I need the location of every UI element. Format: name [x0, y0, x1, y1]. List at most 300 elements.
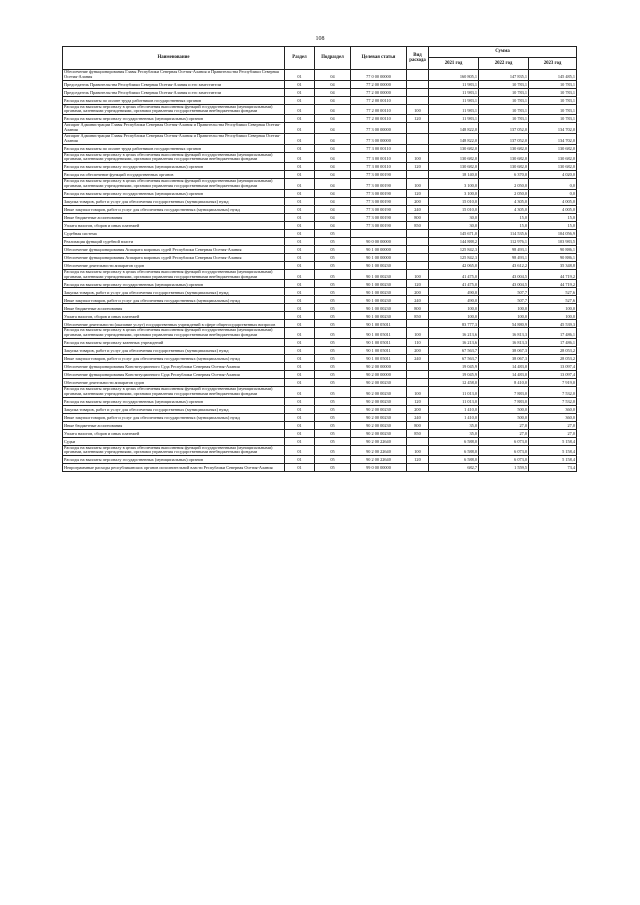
header-year-2022: 2022 год — [479, 58, 529, 70]
row-expense-type: 240 — [407, 205, 429, 213]
table-row — [63, 296, 577, 304]
row-expense-type: 120 — [407, 163, 429, 171]
row-subsection: 05 — [315, 339, 351, 347]
row-sum-2023: 360,0 — [529, 413, 577, 421]
row-section: 01 — [285, 296, 315, 304]
row-name: Обеспечение деятельности аппаратов судов — [63, 261, 285, 269]
row-sum-2023: 134 702,0 — [529, 123, 577, 134]
row-sum-2021: 11 983,1 — [429, 96, 479, 104]
row-target: 77 3 00 00110 — [351, 144, 407, 152]
row-sum-2022: 54 880,9 — [479, 320, 529, 328]
row-sum-2021: 19 045,9 — [429, 363, 479, 371]
row-subsection: 05 — [315, 355, 351, 363]
row-expense-type — [407, 320, 429, 328]
row-section: 01 — [285, 221, 315, 229]
row-target: 90 1 00 00000 — [351, 245, 407, 253]
row-sum-2023: 100,0 — [529, 304, 577, 312]
row-subsection: 05 — [315, 312, 351, 320]
row-name: Обеспечение деятельности аппаратов судов — [63, 379, 285, 387]
row-expense-type: 240 — [407, 296, 429, 304]
row-sum-2021: 42 065,0 — [429, 261, 479, 269]
table-row — [63, 280, 577, 288]
row-name: Расходы на выплаты персоналу государственных (муниципальных) органов — [63, 456, 285, 464]
row-target: 90 1 00 00230 — [351, 296, 407, 304]
table-row — [63, 133, 577, 144]
row-sum-2021: 15 010,0 — [429, 205, 479, 213]
row-subsection: 05 — [315, 464, 351, 472]
row-expense-type: 200 — [407, 197, 429, 205]
row-sum-2022: 137 052,0 — [479, 123, 529, 134]
row-sum-2022: 2 050,0 — [479, 189, 529, 197]
row-sum-2023: 7 532,0 — [529, 397, 577, 405]
row-sum-2023: 28 053,2 — [529, 355, 577, 363]
row-sum-2022: 130 682,0 — [479, 144, 529, 152]
row-name: Иные бюджетные ассигнования — [63, 421, 285, 429]
row-expense-type: 850 — [407, 429, 429, 437]
row-subsection: 04 — [315, 163, 351, 171]
row-sum-2022: 14 483,0 — [479, 363, 529, 371]
row-sum-2022: 15,0 — [479, 213, 529, 221]
row-sum-2023: 10 783,1 — [529, 96, 577, 104]
table-row — [63, 312, 577, 320]
row-section: 01 — [285, 445, 315, 456]
table-row — [63, 269, 577, 280]
table-row — [63, 171, 577, 179]
row-expense-type — [407, 171, 429, 179]
row-subsection: 05 — [315, 304, 351, 312]
row-section: 01 — [285, 152, 315, 163]
row-section: 01 — [285, 328, 315, 339]
row-sum-2022: 43 004,5 — [479, 280, 529, 288]
row-expense-type: 120 — [407, 280, 429, 288]
row-section: 01 — [285, 253, 315, 261]
table-row — [63, 253, 577, 261]
row-subsection: 05 — [315, 229, 351, 237]
row-sum-2023: 7 532,0 — [529, 387, 577, 398]
row-expense-type — [407, 363, 429, 371]
row-expense-type: 120 — [407, 189, 429, 197]
row-section: 01 — [285, 363, 315, 371]
row-section: 01 — [285, 269, 315, 280]
table-row — [63, 229, 577, 237]
row-name: Расходы на выплаты персоналу в целях обеспечения выполнения функций государственными (муниципальными) органами, казенными учреждениями, органами управления государственными внебюджетными фондами — [63, 152, 285, 163]
row-expense-type — [407, 437, 429, 445]
row-expense-type: 240 — [407, 355, 429, 363]
header-section: Раздел — [285, 47, 315, 70]
table-row — [63, 123, 577, 134]
row-expense-type — [407, 261, 429, 269]
row-sum-2022: 16 813,3 — [479, 339, 529, 347]
row-sum-2022: 6 073,0 — [479, 437, 529, 445]
table-row — [63, 179, 577, 190]
row-subsection: 05 — [315, 397, 351, 405]
row-name: Закупка товаров, работ и услуг для обеспечения государственных (муниципальных) нужд — [63, 347, 285, 355]
row-section: 01 — [285, 421, 315, 429]
row-section: 01 — [285, 197, 315, 205]
row-target: 77 2 00 00110 — [351, 104, 407, 115]
row-sum-2021: 11 013,0 — [429, 397, 479, 405]
row-subsection: 05 — [315, 405, 351, 413]
row-section: 01 — [285, 320, 315, 328]
row-sum-2023: 4 020,0 — [529, 171, 577, 179]
row-subsection: 04 — [315, 70, 351, 81]
row-sum-2021: 145 671,0 — [429, 229, 479, 237]
row-sum-2021: 67 563,7 — [429, 347, 479, 355]
row-subsection: 05 — [315, 347, 351, 355]
row-sum-2023: 17 486,1 — [529, 328, 577, 339]
table-row — [63, 421, 577, 429]
row-name: Расходы на обеспечение функций государственных органов — [63, 171, 285, 179]
table-row — [63, 304, 577, 312]
row-target: 90 0 00 00000 — [351, 237, 407, 245]
table-row — [63, 237, 577, 245]
table-row — [63, 363, 577, 371]
row-sum-2021: 16 213,6 — [429, 328, 479, 339]
row-sum-2021: 41 475,0 — [429, 280, 479, 288]
row-name: Обеспечение функционирования Конституционного Суда Республики Северная Осетия-Алания — [63, 363, 285, 371]
row-subsection: 05 — [315, 387, 351, 398]
row-sum-2023: 10 783,1 — [529, 88, 577, 96]
row-subsection: 05 — [315, 261, 351, 269]
row-name: Председатель Правительства Республики Северная Осетия-Алания и его заместители — [63, 88, 285, 96]
row-name: Иные бюджетные ассигнования — [63, 213, 285, 221]
row-sum-2021: 41 475,0 — [429, 269, 479, 280]
row-sum-2021: 30,0 — [429, 213, 479, 221]
row-expense-type: 850 — [407, 221, 429, 229]
row-target: 90 2 00 22640 — [351, 456, 407, 464]
row-expense-type: 800 — [407, 421, 429, 429]
row-section: 01 — [285, 464, 315, 472]
row-sum-2023: 5 158,4 — [529, 437, 577, 445]
row-sum-2023: 0,0 — [529, 179, 577, 190]
row-subsection: 04 — [315, 179, 351, 190]
row-name: Расходы на выплаты по оплате труда работников государственных органов — [63, 144, 285, 152]
row-name: Судьи — [63, 437, 285, 445]
row-sum-2021: 11 013,0 — [429, 387, 479, 398]
row-target: 90 2 00 22640 — [351, 445, 407, 456]
row-sum-2021: 35,0 — [429, 421, 479, 429]
row-section: 01 — [285, 96, 315, 104]
table-row — [63, 397, 577, 405]
table-row — [63, 320, 577, 328]
row-sum-2021: 6 588,0 — [429, 456, 479, 464]
row-section: 01 — [285, 123, 315, 134]
row-sum-2021: 11 983,1 — [429, 104, 479, 115]
row-name: Расходы на выплаты персоналу в целях обеспечения выполнения функций государственными (муниципальными) органами, казенными учреждениями, органами управления государственными внебюджетными фондами — [63, 387, 285, 398]
row-sum-2021: 125 842,3 — [429, 253, 479, 261]
row-target: 90 1 00 00230 — [351, 304, 407, 312]
row-subsection: 04 — [315, 152, 351, 163]
row-name: Расходы на выплаты персоналу в целях обеспечения выполнения функций государственными (муниципальными) органами, казенными учреждениями, органами управления государственными внебюджетными фондами — [63, 328, 285, 339]
row-target: 77 3 00 00190 — [351, 213, 407, 221]
row-subsection: 05 — [315, 237, 351, 245]
table-row — [63, 245, 577, 253]
row-sum-2022: 8 410,0 — [479, 379, 529, 387]
row-sum-2021: 19 045,9 — [429, 371, 479, 379]
row-section: 01 — [285, 171, 315, 179]
row-name: Закупка товаров, работ и услуг для обеспечения государственных (муниципальных) нужд — [63, 197, 285, 205]
row-section: 01 — [285, 88, 315, 96]
row-section: 01 — [285, 355, 315, 363]
row-expense-type — [407, 133, 429, 144]
row-sum-2023: 103 983,5 — [529, 237, 577, 245]
row-expense-type — [407, 371, 429, 379]
row-sum-2022: 6 073,0 — [479, 445, 529, 456]
row-name: Расходы на выплаты персоналу государственных (муниципальных) органов — [63, 397, 285, 405]
row-subsection: 04 — [315, 96, 351, 104]
row-subsection: 04 — [315, 221, 351, 229]
row-section: 01 — [285, 379, 315, 387]
row-target: 90 1 00 00230 — [351, 269, 407, 280]
row-sum-2022: 112 976,1 — [479, 237, 529, 245]
row-target: 90 1 00 00230 — [351, 312, 407, 320]
row-target: 77 3 00 00000 — [351, 123, 407, 134]
row-expense-type — [407, 144, 429, 152]
row-sum-2022: 114 535,6 — [479, 229, 529, 237]
row-sum-2022: 4 305,0 — [479, 197, 529, 205]
row-subsection: 05 — [315, 363, 351, 371]
row-subsection: 05 — [315, 253, 351, 261]
row-expense-type — [407, 253, 429, 261]
row-section: 01 — [285, 213, 315, 221]
table-row — [63, 371, 577, 379]
row-expense-type: 200 — [407, 405, 429, 413]
row-name: Иные закупки товаров, работ и услуг для обеспечения государственных (муниципальных) нужд — [63, 205, 285, 213]
row-section: 01 — [285, 163, 315, 171]
table-row — [63, 205, 577, 213]
row-subsection: 05 — [315, 445, 351, 456]
row-sum-2023: 44 719,2 — [529, 269, 577, 280]
row-target: 90 1 00 05011 — [351, 328, 407, 339]
row-section: 01 — [285, 405, 315, 413]
table-row — [63, 152, 577, 163]
row-subsection: 05 — [315, 371, 351, 379]
row-sum-2023: 5 158,4 — [529, 456, 577, 464]
table-row — [63, 197, 577, 205]
row-expense-type: 100 — [407, 445, 429, 456]
row-section: 01 — [285, 312, 315, 320]
row-target: 90 1 00 00230 — [351, 261, 407, 269]
header-target: Целевая статья — [351, 47, 407, 70]
row-section: 01 — [285, 237, 315, 245]
row-section: 01 — [285, 437, 315, 445]
row-expense-type: 100 — [407, 269, 429, 280]
row-section: 01 — [285, 104, 315, 115]
row-section: 01 — [285, 261, 315, 269]
row-subsection: 04 — [315, 197, 351, 205]
table-body — [63, 70, 577, 472]
row-subsection: 04 — [315, 144, 351, 152]
row-name: Аппарат Администрации Главы Республики Северная Осетия-Алания и Правительства Республики Северная Осетия-Алания — [63, 123, 285, 134]
row-sum-2023: 145 485,1 — [529, 70, 577, 81]
row-sum-2022: 130 682,0 — [479, 152, 529, 163]
row-target: 90 2 00 00000 — [351, 371, 407, 379]
row-sum-2021: 125 842,3 — [429, 245, 479, 253]
row-sum-2021: 11 983,1 — [429, 115, 479, 123]
row-sum-2021: 3 100,0 — [429, 189, 479, 197]
row-target: 90 2 00 00000 — [351, 363, 407, 371]
row-sum-2023: 15,0 — [529, 221, 577, 229]
row-sum-2021: 148 822,0 — [429, 123, 479, 134]
row-subsection: 05 — [315, 245, 351, 253]
row-subsection: 05 — [315, 437, 351, 445]
row-sum-2021: 130 682,0 — [429, 152, 479, 163]
row-section: 01 — [285, 288, 315, 296]
row-sum-2021: 130 682,0 — [429, 163, 479, 171]
row-name: Судебная система — [63, 229, 285, 237]
row-subsection: 04 — [315, 88, 351, 96]
row-subsection: 04 — [315, 115, 351, 123]
header-subsection: Подраздел — [315, 47, 351, 70]
row-section: 01 — [285, 304, 315, 312]
table-row — [63, 115, 577, 123]
row-sum-2023: 28 053,2 — [529, 347, 577, 355]
row-sum-2021: 83 777,3 — [429, 320, 479, 328]
table-row — [63, 221, 577, 229]
row-sum-2022: 6 073,0 — [479, 456, 529, 464]
row-expense-type: 240 — [407, 413, 429, 421]
row-section: 01 — [285, 80, 315, 88]
row-sum-2022: 130 682,0 — [479, 163, 529, 171]
row-target: 90 1 00 00230 — [351, 288, 407, 296]
row-sum-2023: 13 097,4 — [529, 363, 577, 371]
row-section: 01 — [285, 229, 315, 237]
row-sum-2021: 100,0 — [429, 312, 479, 320]
row-target: 77 3 00 00110 — [351, 152, 407, 163]
page-number: 108 — [315, 36, 325, 42]
row-name: Закупка товаров, работ и услуг для обеспечения государственных (муниципальных) нужд — [63, 288, 285, 296]
row-sum-2021: 11 983,1 — [429, 80, 479, 88]
row-name: Закупка товаров, работ и услуг для обеспечения государственных (муниципальных) нужд — [63, 405, 285, 413]
row-sum-2022: 27,0 — [479, 429, 529, 437]
row-expense-type: 100 — [407, 104, 429, 115]
row-sum-2022: 10 783,1 — [479, 88, 529, 96]
row-name: Иные закупки товаров, работ и услуг для обеспечения государственных (муниципальных) нужд — [63, 296, 285, 304]
row-section: 01 — [285, 245, 315, 253]
row-expense-type: 200 — [407, 347, 429, 355]
row-subsection: 05 — [315, 413, 351, 421]
row-subsection: 05 — [315, 269, 351, 280]
row-sum-2023: 10 783,1 — [529, 115, 577, 123]
row-sum-2023: 100,0 — [529, 312, 577, 320]
row-name: Уплата налогов, сборов и иных платежей — [63, 312, 285, 320]
row-sum-2023: 134 702,0 — [529, 133, 577, 144]
budget-table — [62, 46, 577, 472]
row-section: 01 — [285, 456, 315, 464]
row-sum-2022: 43 004,5 — [479, 269, 529, 280]
row-expense-type: 850 — [407, 312, 429, 320]
row-sum-2022: 100,0 — [479, 312, 529, 320]
row-sum-2021: 30,0 — [429, 221, 479, 229]
row-sum-2021: 148 822,0 — [429, 133, 479, 144]
row-subsection: 05 — [315, 328, 351, 339]
table-row — [63, 80, 577, 88]
row-subsection: 05 — [315, 421, 351, 429]
row-expense-type — [407, 464, 429, 472]
row-section: 01 — [285, 115, 315, 123]
row-subsection: 05 — [315, 296, 351, 304]
row-section: 01 — [285, 429, 315, 437]
row-sum-2022: 38 067,3 — [479, 347, 529, 355]
table-row — [63, 355, 577, 363]
row-target: 90 1 00 00230 — [351, 280, 407, 288]
row-sum-2023: 4 005,0 — [529, 197, 577, 205]
row-subsection: 04 — [315, 123, 351, 134]
row-section: 01 — [285, 371, 315, 379]
row-sum-2022: 507,7 — [479, 288, 529, 296]
row-section: 01 — [285, 397, 315, 405]
row-target: 90 1 00 05011 — [351, 355, 407, 363]
row-name: Расходы на выплаты персоналу в целях обеспечения выполнения функций государственными (муниципальными) органами, казенными учреждениями, органами управления государственными внебюджетными фондами — [63, 269, 285, 280]
row-target: 77 3 00 00000 — [351, 133, 407, 144]
table-row — [63, 405, 577, 413]
row-name: Расходы на выплаты персоналу казенных учреждений — [63, 339, 285, 347]
row-sum-2021: 3 100,0 — [429, 179, 479, 190]
row-expense-type — [407, 245, 429, 253]
row-sum-2023: 0,0 — [529, 189, 577, 197]
row-sum-2022: 7 883,0 — [479, 387, 529, 398]
row-sum-2022: 2 050,0 — [479, 179, 529, 190]
row-sum-2021: 1 410,0 — [429, 405, 479, 413]
row-section: 01 — [285, 413, 315, 421]
row-name: Председатель Правительства Республики Северная Осетия-Алания и его заместители — [63, 80, 285, 88]
row-target: 99 0 00 00000 — [351, 464, 407, 472]
row-target: 90 2 00 00230 — [351, 421, 407, 429]
row-section: 01 — [285, 133, 315, 144]
row-section: 01 — [285, 144, 315, 152]
row-sum-2021: 15 010,0 — [429, 197, 479, 205]
row-sum-2022: 43 612,2 — [479, 261, 529, 269]
row-name: Аппарат Администрации Главы Республики Северная Осетия-Алания и Правительства Республики Северная Осетия-Алания — [63, 133, 285, 144]
row-name: Иные закупки товаров, работ и услуг для обеспечения государственных (муниципальных) нужд — [63, 413, 285, 421]
header-year-2021: 2021 год — [429, 58, 479, 70]
row-name: Расходы на выплаты персоналу государственных (муниципальных) органов — [63, 115, 285, 123]
row-name: Иные закупки товаров, работ и услуг для обеспечения государственных (муниципальных) нужд — [63, 355, 285, 363]
row-sum-2022: 98 493,1 — [479, 253, 529, 261]
row-target: 90 2 00 00230 — [351, 405, 407, 413]
table-row — [63, 379, 577, 387]
row-sum-2023: 4 005,0 — [529, 205, 577, 213]
table-row — [63, 104, 577, 115]
row-sum-2022: 10 783,1 — [479, 115, 529, 123]
row-sum-2023: 27,0 — [529, 429, 577, 437]
row-name: Обеспечение деятельности (оказание услуг) государственных учреждений в сфере общегосударственных вопросов — [63, 320, 285, 328]
row-sum-2023: 527,6 — [529, 296, 577, 304]
row-sum-2023: 10 783,1 — [529, 80, 577, 88]
table-row — [63, 288, 577, 296]
row-target: 90 2 00 22640 — [351, 437, 407, 445]
row-expense-type: 100 — [407, 152, 429, 163]
row-sum-2022: 500,0 — [479, 413, 529, 421]
row-sum-2022: 500,0 — [479, 405, 529, 413]
row-sum-2023: 17 486,1 — [529, 339, 577, 347]
row-sum-2023: 27,0 — [529, 421, 577, 429]
row-sum-2021: 130 682,0 — [429, 144, 479, 152]
row-name: Уплата налогов, сборов и иных платежей — [63, 429, 285, 437]
table-row — [63, 213, 577, 221]
row-sum-2023: 45 539,3 — [529, 320, 577, 328]
row-target: 77 3 00 00110 — [351, 163, 407, 171]
row-target: 90 2 00 00230 — [351, 387, 407, 398]
row-target — [351, 229, 407, 237]
row-target: 90 1 00 05011 — [351, 339, 407, 347]
row-expense-type: 120 — [407, 115, 429, 123]
row-name: Обеспечение функционирования Аппарата мировых судей Республики Северная Осетия-Алания — [63, 253, 285, 261]
row-sum-2021: 16 213,6 — [429, 339, 479, 347]
row-sum-2023: 90 886,1 — [529, 245, 577, 253]
row-target: 90 2 00 00230 — [351, 397, 407, 405]
row-subsection: 05 — [315, 288, 351, 296]
